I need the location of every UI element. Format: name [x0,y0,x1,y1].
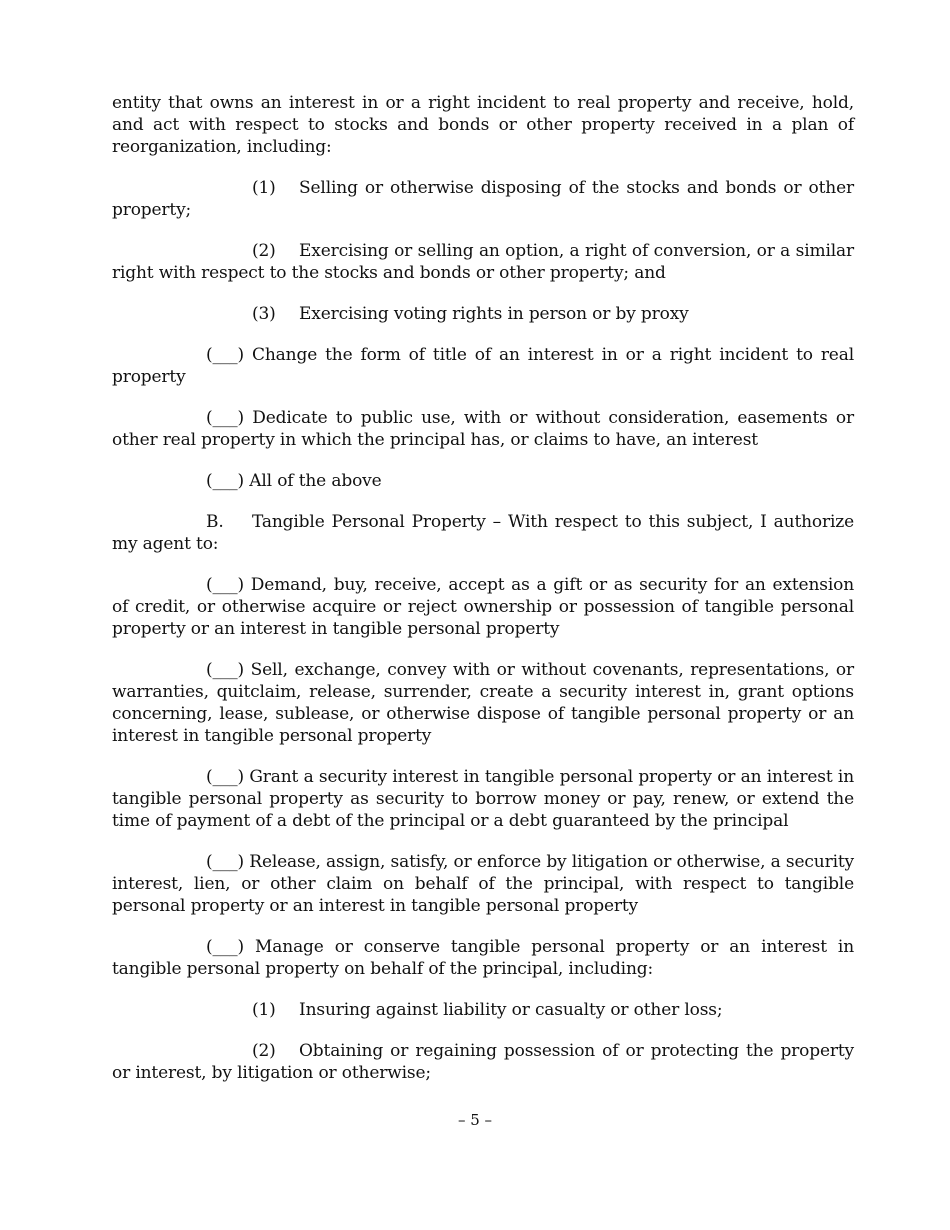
page-number: – 5 – [457,1111,493,1129]
paragraph-reorganization-intro: entity that owns an interest in or a right incident to real property and receive, hold, and act with respect to stocks and bonds or other property received in a plan of reorganization, including: [112,93,854,157]
item-text: Selling or otherwise disposing of the stocks and bonds or other property; [112,178,854,220]
item-number: (1) [252,178,276,198]
option-dedicate-public-use: (___) Dedicate to public use, with or without consideration, easements or other real property in which the principal has, or claims to have, an interest [112,408,854,450]
item-text: Exercising or selling an option, a right of conversion, or a similar right with respect to the stocks and bonds or other property; and [112,241,854,283]
item-number: (2) [252,241,276,261]
list-item-exercising-option [112,240,854,284]
option-manage-conserve: (___) Manage or conserve tangible personal property or an interest in tangible personal property on behalf of the principal, including: [112,937,854,979]
item-number: (2) [252,1041,276,1061]
document-page [112,92,854,1084]
item-text: Exercising voting rights in person or by proxy [299,304,689,324]
list-item-insuring [112,999,854,1021]
option-all-of-the-above: (___) All of the above [206,471,382,491]
option-change-form-of-title: (___) Change the form of title of an interest in or a right incident to real property [112,345,854,387]
list-item-selling-stocks [112,177,854,221]
item-number: (3) [252,304,276,324]
option-demand-buy-receive: (___) Demand, buy, receive, accept as a gift or as security for an extension of credit, or otherwise acquire or reject ownership or possession of tangible personal property or an interest in tangible personal property [112,575,854,639]
section-heading-text: Tangible Personal Property – With respect to this subject, I authorize my agent to: [112,512,854,554]
item-text: Obtaining or regaining possession of or protecting the property or interest, by litigation or otherwise; [112,1041,854,1083]
item-number: (1) [252,1000,276,1020]
list-item-voting-rights [112,303,854,325]
option-sell-exchange-convey: (___) Sell, exchange, convey with or without covenants, representations, or warranties, quitclaim, release, surrender, create a security interest in, grant options concerning, lease, sublease, or otherwise dispose of tangible personal property or an interest in tangible personal property [112,660,854,746]
list-item-obtaining-possession [112,1040,854,1084]
section-letter: B. [206,512,224,532]
option-release-assign-satisfy: (___) Release, assign, satisfy, or enforce by litigation or otherwise, a security interest, lien, or other claim on behalf of the principal, with respect to tangible personal property or an interest in tangible personal property [112,852,854,916]
section-heading-tangible-personal-property [112,511,854,555]
item-text: Insuring against liability or casualty or other loss; [299,1000,723,1020]
option-grant-security-interest: (___) Grant a security interest in tangible personal property or an interest in tangible personal property as security to borrow money or pay, renew, or extend the time of payment of a debt of the principal or a debt guaranteed by the principal [112,767,854,831]
